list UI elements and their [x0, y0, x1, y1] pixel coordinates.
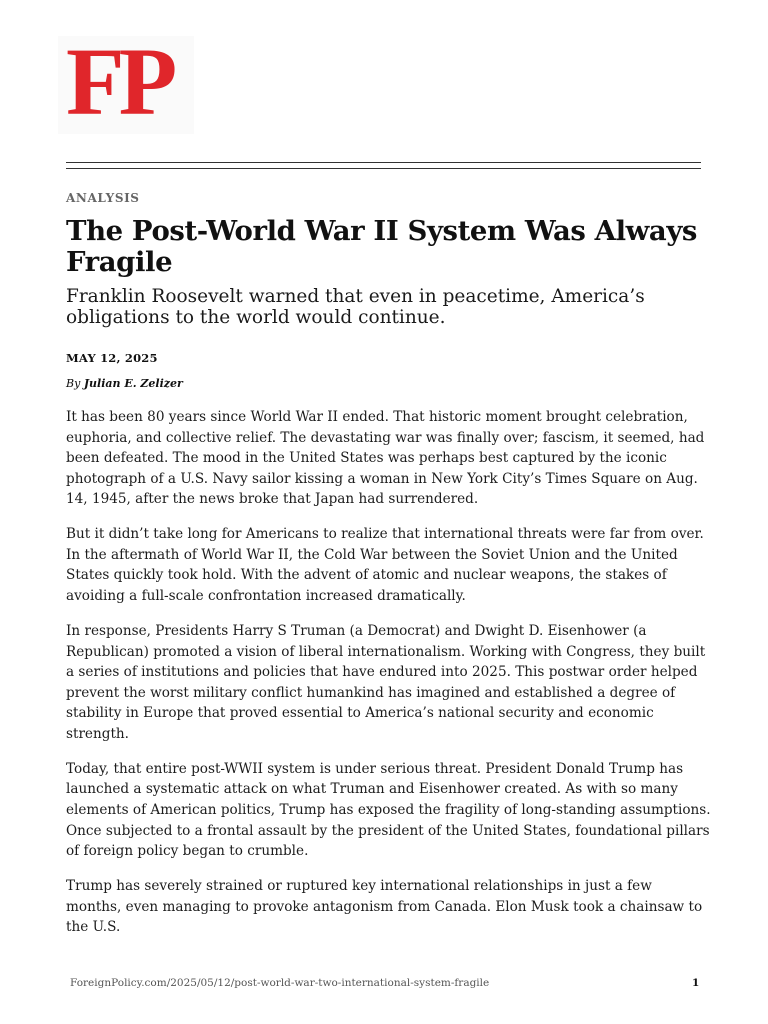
- article-dek: Franklin Roosevelt warned that even in peacetime, America’s obligations to the world would continue.: [66, 286, 645, 328]
- author-name: Julian E. Zelizer: [83, 377, 183, 390]
- body-paragraph: Trump has severely strained or ruptured key international relationships in just a few months, even managing to provoke antagonism from Canada. Elon Musk took a chainsaw to the U.S.: [66, 878, 703, 936]
- article-body: [66, 407, 711, 952]
- byline: [66, 377, 183, 390]
- article-headline: The Post-World War II System Was Always Fragile: [66, 215, 697, 278]
- header-rule-top: [66, 162, 701, 163]
- body-paragraph: In response, Presidents Harry S Truman (a Democrat) and Dwight D. Eisenhower (a Republican) promoted a vision of liberal internationalism. Working with Congress, they built a series of institutions and policies that have endured into 2025. This postwar order helped prevent the worst military conflict humankind has imagined and established a degree of stability in Europe that proved essential to America’s national security and economic strength.: [66, 622, 706, 742]
- body-paragraph: Today, that entire post-WWII system is under serious threat. President Donald Trump has launched a systematic attack on what Truman and Eisenhower created. As with so many elements of American politics, Trump has exposed the fragility of long-standing assumptions. Once subjected to a frontal assault by the president of the United States, foundational pillars of foreign policy began to crumble.: [66, 760, 711, 860]
- body-paragraph: It has been 80 years since World War II ended. That historic moment brought celebration, euphoria, and collective relief. The devastating war was finally over; fascism, it seemed, had been defeated. The mood in the United States was perhaps best captured by the iconic photograph of a U.S. Navy sailor kissing a woman in New York City’s Times Square on Aug. 14, 1945, after the news broke that Japan had surrendered.: [66, 409, 705, 508]
- publish-date: MAY 12, 2025: [66, 351, 158, 365]
- header-rule-bottom: [66, 168, 701, 169]
- fp-logo: FP: [66, 28, 172, 135]
- page-number: 1: [692, 977, 700, 989]
- footer-url: ForeignPolicy.com/2025/05/12/post-world-war-two-international-system-fragile: [70, 977, 490, 989]
- article-kicker: ANALYSIS: [66, 191, 140, 205]
- body-paragraph: But it didn’t take long for Americans to realize that international threats were far from over. In the aftermath of World War II, the Cold War between the Soviet Union and the United States quickly took hold. With the advent of atomic and nuclear weapons, the stakes of avoiding a full-scale confrontation increased dramatically.: [66, 526, 704, 605]
- byline-prefix: By: [66, 377, 81, 390]
